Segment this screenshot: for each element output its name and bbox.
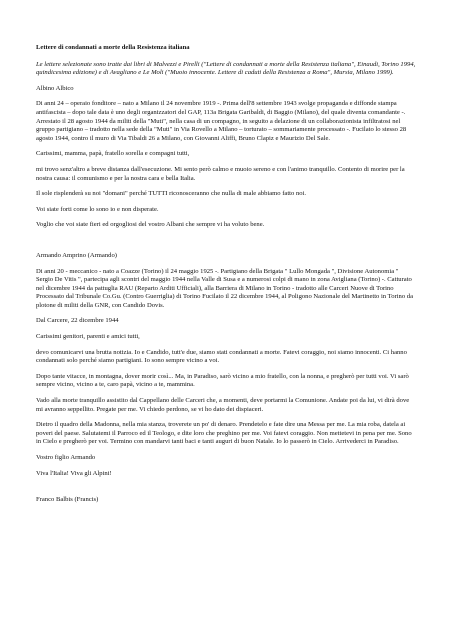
document-title: Lettere di condannati a morte della Resistenza italiana bbox=[36, 44, 190, 51]
section-bio: Di anni 24 – operaio fonditore – nato a Milano il 24 novembre 1919 -. Prima dell'8 settembre 1943 svolge propaganda e diffonde stampa antifascista – dopo tale data è uno degli organizzatori del GAP, 113a Brigata Garibaldi, di Baggio (Milano), del quale diventa comandante -. Arrestato il 28 agosto 1944 da militi della "Muti", nella casa di un compagno, in seguito a delazione di un collaborazionista infiltratosi nel gruppo partigiano – tradotto nella sede della "Muti" in Via Rovello a Milano – torturato – sommariamente processato -. Fucilato lo stesso 28 agosto 1944, contro il muro di Via Tibaldi 26 a Milano, con Giovanni Aliffi, Bruno Clapiz e Maurizio Del Sale. bbox=[36, 100, 407, 142]
letter-paragraph: Carissimi genitori, parenti e amici tutti, bbox=[36, 333, 140, 341]
letter-closing: Viva l'Italia! Viva gli Alpini! bbox=[36, 469, 112, 477]
letter-paragraph: Dopo tante vitacce, in montagna, dover morir così... Ma, in Paradiso, sarò vicino a mio fratello, con la nonna, e pregherò per tutti voi. Vi sarò sempre vicino, vicino a te, caro papà, vicino a te, mammina. bbox=[36, 372, 409, 389]
letter-paragraph: devo comunicarvi una brutta notizia. Io e Candido, tutt'e due, siamo stati condannati a morte. Fatevi coraggio, noi siamo innocenti. Ci hanno condannati solo perché siamo partigiani. Io sono sempre vicino a voi. bbox=[36, 348, 407, 365]
document-intro: Le lettere selezionate sono tratte dai libri di Malvezzi e Pirelli ("Lettere di condannati a morte della Resistenza italiana", Einaudi, Torino 1994, quindicesima edizione) e di Avagliano e Le Moli ("Muoio innocente. Lettere di caduti della Resistenza a Roma", Mursia, Milano 1999). bbox=[36, 60, 416, 77]
letter-paragraph: Carissimi, mamma, papà, fratello sorella e compagni tutti, bbox=[36, 150, 190, 158]
letter-paragraph: Voglio che voi siate fieri ed orgogliosi del vostro Albani che sempre vi ha voluto bene. bbox=[36, 221, 265, 229]
letter-paragraph: Vado alla morte tranquillo assistito dal Cappellano delle Carceri che, a momenti, deve portarmi la Comunione. Andate poi da lui, vi dirà dove mi avranno seppellito. Pregate per me. Vi chiedo perdono, se vi ho dato dei dispiaceri. bbox=[36, 397, 410, 413]
section-name: Franco Balbis (Francis) bbox=[36, 496, 99, 504]
section-name: Albino Albico bbox=[36, 84, 74, 92]
letter-place-date: Dal Carcere, 22 dicembre 1944 bbox=[36, 317, 119, 325]
section-bio: Di anni 20 - meccanico - nato a Coazze (Torino) il 24 maggio 1925 -. Partigiano della Brigata " Lullo Mongada ", Divisione Autonomia " Sergio De Vitis ", partecipa agli scontri del maggio 1944 nella Valle di Susa e a numerosi colpi di mano in zona Avigliana (Torino) -. Catturato nel dicembre 1944 da pattuglia RAU (Reparto Arditi Ufficiali), alla Barriera di Milano in Torino - tradotto alle Carceri Nuove di Torino Processato dal Tribunale Co.Gu. (Contro Guerriglia) di Torino Fucilato il 22 dicembre 1944, al Poligono Nazionale del Martinetto in Torino da plotone di militi della GNR, con Candido Dovis. bbox=[36, 267, 413, 309]
letter-paragraph: Voi siate forti come lo sono io e non disperate. bbox=[36, 205, 159, 213]
section-name: Armando Amprino (Armando) bbox=[36, 251, 117, 259]
letter-paragraph: Il sole risplenderà su noi "domani" perché TUTTI riconosceranno che nulla di male abbiamo fatto noi. bbox=[36, 190, 307, 198]
letter-paragraph: mi trovo senz'altro a breve distanza dall'esecuzione. Mi sento però calmo e muoio sereno e con l'animo tranquillo. Contento di morire per la nostra causa: il comunismo e per la nostra cara e bella Italia. bbox=[36, 165, 405, 182]
letter-signature: Vostro figlio Armando bbox=[36, 454, 96, 461]
letter-paragraph: Dietro il quadro della Madonna, nella mia stanza, troverete un po' di denaro. Prendetelo e fate dire una Messa per me. La mia roba, datela ai poveri del paese. Salutatemi il Parroco ed il Teologo, e dite loro che preghino per me. Voi fatevi coraggio. Non mettetevi in pena per me. Sono in Cielo e pregherò per voi. Termino con mandarvi tanti baci e tanti auguri di buon Natale. Io lo passerò in Cielo. Arrivederci in Paradiso. bbox=[36, 421, 412, 446]
